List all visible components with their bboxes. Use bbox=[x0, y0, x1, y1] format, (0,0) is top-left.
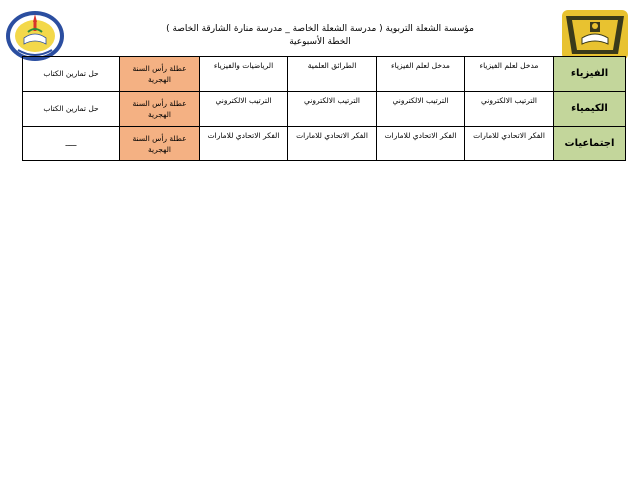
lesson-cell: الفكر الاتحادي للامارات bbox=[200, 127, 288, 161]
subject-cell: الفيزياء bbox=[554, 57, 626, 92]
header-subtitle: الخطة الأسبوعية bbox=[289, 37, 351, 47]
header-title: مؤسسة الشعلة التربوية ( مدرسة الشعلة الخاصة _ مدرسة منارة الشارقة الخاصة ) bbox=[166, 24, 474, 34]
holiday-cell: عطلة رأس السنة الهجرية bbox=[120, 57, 200, 92]
lesson-cell: حل تمارين الكتاب bbox=[23, 57, 120, 92]
lesson-cell: الترتيب الالكتروني bbox=[200, 92, 288, 127]
subject-cell: اجتماعيات bbox=[554, 127, 626, 161]
weekly-plan-table bbox=[22, 56, 626, 161]
lesson-cell: الفكر الاتحادي للامارات bbox=[288, 127, 377, 161]
table-row bbox=[23, 57, 626, 92]
lesson-cell: مدخل لعلم الفيزياء bbox=[465, 57, 554, 92]
lesson-cell: الرياضيات والفيزياء bbox=[200, 57, 288, 92]
lesson-cell: الترتيب الالكتروني bbox=[465, 92, 554, 127]
subject-cell: الكيمياء bbox=[554, 92, 626, 127]
holiday-cell: عطلة رأس السنة الهجرية bbox=[120, 92, 200, 127]
lesson-cell: الفكر الاتحادي للامارات bbox=[377, 127, 465, 161]
table-row bbox=[23, 92, 626, 127]
lesson-cell: ـــــ bbox=[23, 127, 120, 161]
lesson-cell: الترتيب الالكتروني bbox=[377, 92, 465, 127]
lesson-cell: مدخل لعلم الفيزياء bbox=[377, 57, 465, 92]
table-row bbox=[23, 127, 626, 161]
lesson-cell: حل تمارين الكتاب bbox=[23, 92, 120, 127]
lesson-cell: الطرائق العلمية bbox=[288, 57, 377, 92]
school-logo-right bbox=[560, 8, 630, 62]
lesson-cell: الترتيب الالكتروني bbox=[288, 92, 377, 127]
school-logo-left bbox=[4, 6, 66, 62]
holiday-cell: عطلة رأس السنة الهجرية bbox=[120, 127, 200, 161]
lesson-cell: الفكر الاتحادي للامارات bbox=[465, 127, 554, 161]
